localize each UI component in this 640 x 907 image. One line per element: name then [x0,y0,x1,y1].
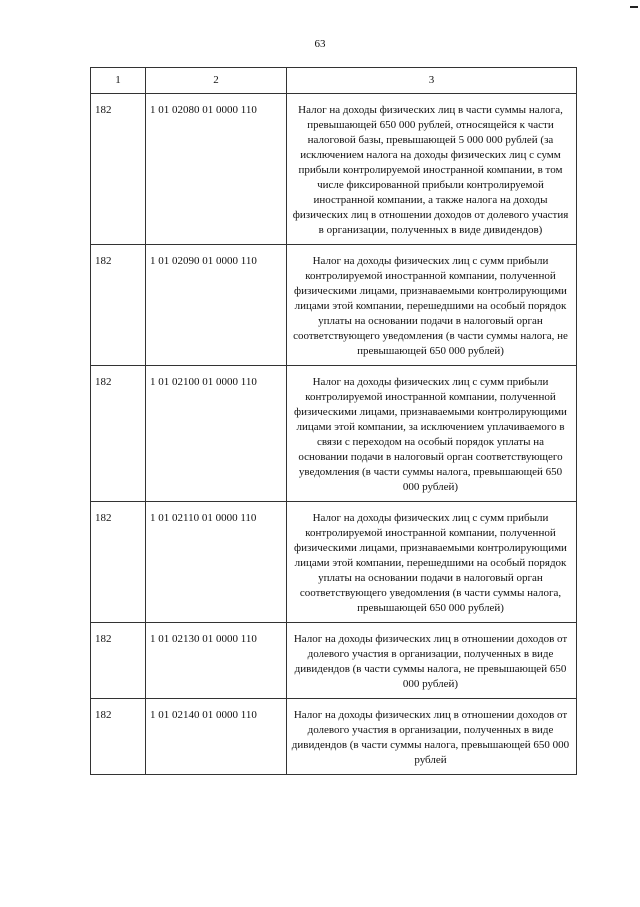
admin-code-cell: 182 [91,366,146,502]
admin-code-cell: 182 [91,94,146,245]
description-cell: Налог на доходы физических лиц в части суммы налога, превышающей 650 000 рублей, относящейся к части налоговой базы, превышающей 5 000 000 рублей (за исключением налога на доходы физических лиц с сумм прибыли контролируемой иностранной компании, в том числе фиксированной прибыли контролируемой иностранной компании, а также налога на доходы физических лиц в отношении доходов от долевого участия в организации, полученных в виде дивидендов) [287,94,577,245]
budget-code-cell: 1 01 02140 01 0000 110 [146,699,287,775]
page-number: 63 [314,38,326,50]
description-cell: Налог на доходы физических лиц с сумм прибыли контролируемой иностранной компании, полученной физическими лицами, признаваемыми контролирующими лицами этой компании, перешедшими на особый порядок уплаты на основании подачи в налоговый орган соответствующего уведомления (в части суммы налога, не превышающей 650 000 рублей) [287,245,577,366]
column-header-1: 1 [91,68,146,94]
description-cell: Налог на доходы физических лиц с сумм прибыли контролируемой иностранной компании, полученной физическими лицами, признаваемыми контролирующими лицами этой компании, перешедшими на особый порядок уплаты на основании подачи в налоговый орган соответствующего уведомления (в части суммы налога, превышающей 650 000 рублей) [287,502,577,623]
description-cell: Налог на доходы физических лиц в отношении доходов от долевого участия в организации, полученных в виде дивидендов (в части суммы налога, не превышающей 650 000 рублей) [287,623,577,699]
admin-code-cell: 182 [91,699,146,775]
budget-code-cell: 1 01 02090 01 0000 110 [146,245,287,366]
budget-code-cell: 1 01 02100 01 0000 110 [146,366,287,502]
budget-code-cell: 1 01 02080 01 0000 110 [146,94,287,245]
table-row [91,502,577,623]
admin-code-cell: 182 [91,245,146,366]
budget-code-cell: 1 01 02110 01 0000 110 [146,502,287,623]
table-row [91,366,577,502]
column-header-2: 2 [146,68,287,94]
table-row [91,699,577,775]
column-header-3: 3 [287,68,577,94]
admin-code-cell: 182 [91,623,146,699]
table-row [91,94,577,245]
description-cell: Налог на доходы физических лиц с сумм прибыли контролируемой иностранной компании, полученной физическими лицами, признаваемыми контролирующими лицами этой компании, за исключением уплачиваемого в связи с переходом на особый порядок уплаты на основании подачи в налоговый орган соответствующего уведомления (в части суммы налога, превышающей 650 000 рублей) [287,366,577,502]
table-row [91,623,577,699]
table-row [91,245,577,366]
admin-code-cell: 182 [91,502,146,623]
description-cell: Налог на доходы физических лиц в отношении доходов от долевого участия в организации, полученных в виде дивидендов (в части суммы налога, превышающей 650 000 рублей [287,699,577,775]
budget-code-cell: 1 01 02130 01 0000 110 [146,623,287,699]
corner-mark [630,6,638,8]
table-header-row [91,68,577,94]
budget-codes-table [90,67,577,775]
